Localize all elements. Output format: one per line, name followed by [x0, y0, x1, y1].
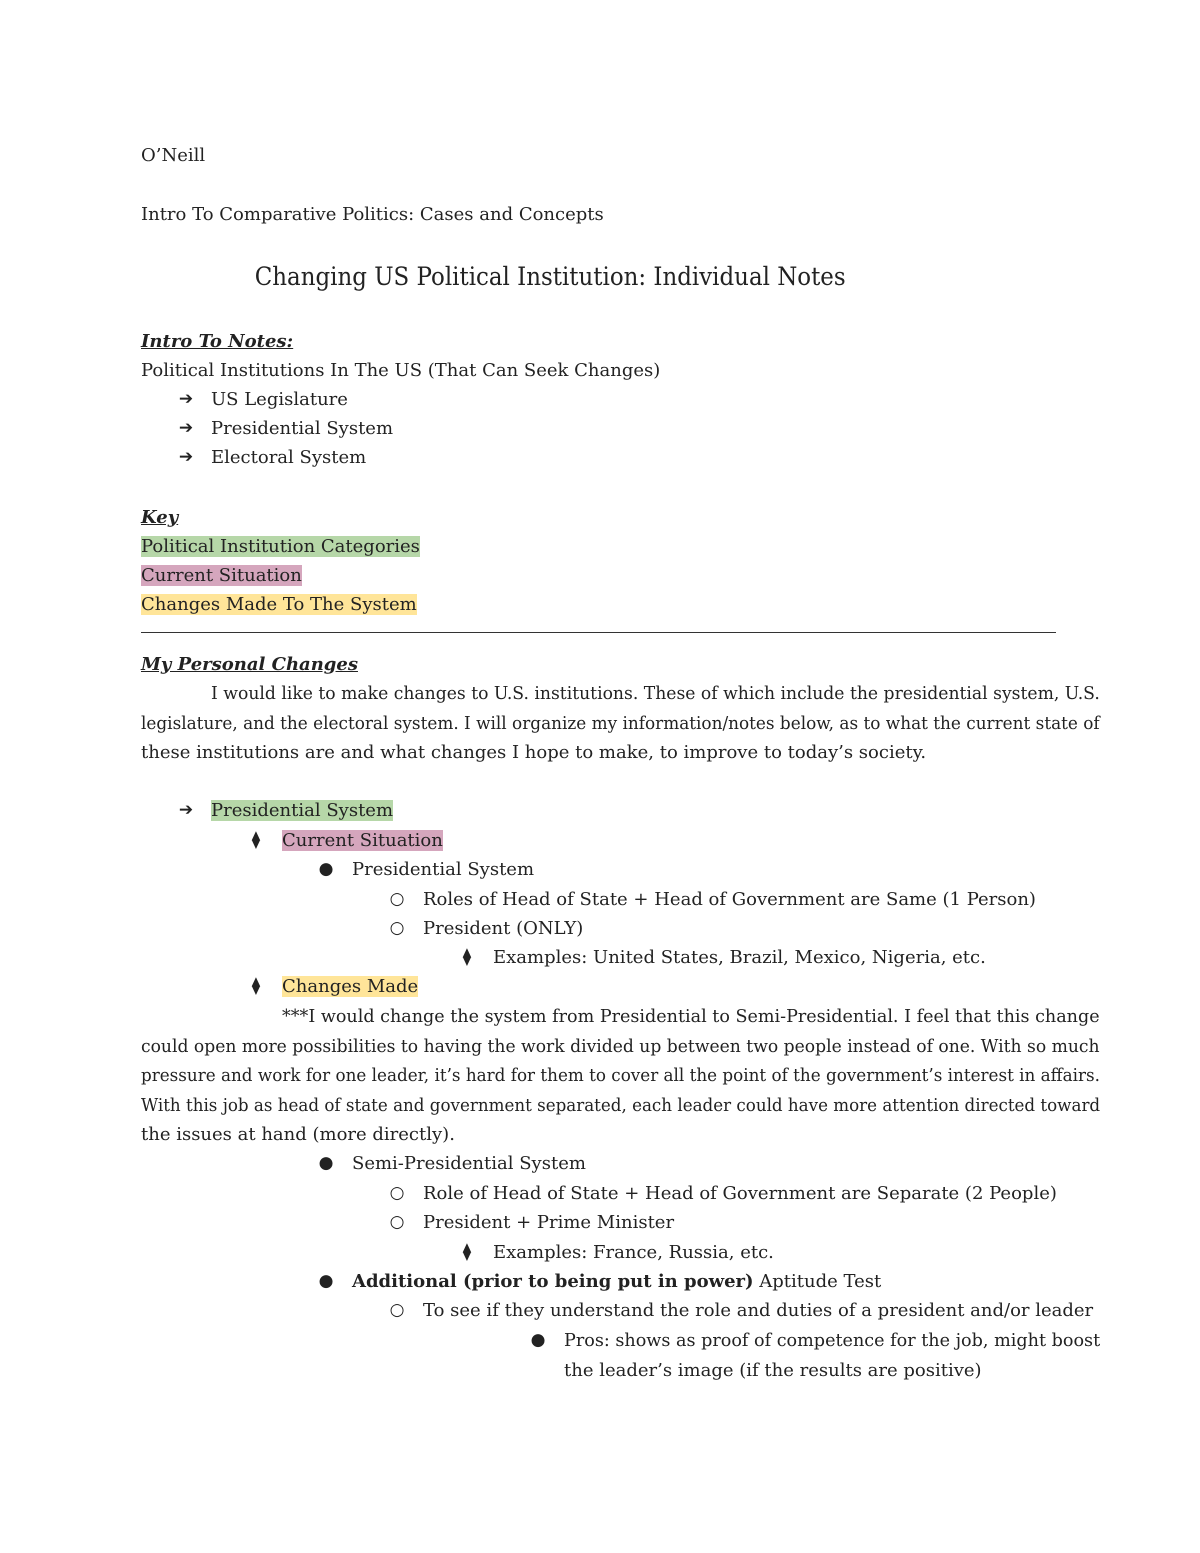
additional-bold: Additional (prior to being put in power)	[352, 1271, 754, 1292]
semi-point: President + Prime Minister	[423, 1212, 675, 1233]
arrow-bullet-icon: ➔	[178, 800, 194, 820]
key-current: Current Situation	[141, 565, 302, 586]
changes-para-line: pressure and work for one leader, it’s hard for them to cover all the point of the government’s interest in affairs.	[141, 1065, 1100, 1086]
current-examples: Examples: United States, Brazil, Mexico, Nigeria, etc.	[493, 947, 986, 968]
dot-bullet-icon: ●	[530, 1330, 546, 1350]
diamond-bullet-icon: ⧫	[462, 947, 472, 967]
key-row-changes	[141, 590, 417, 619]
intro-heading: Intro To Notes:	[141, 331, 294, 352]
changes-made-label: Changes Made	[282, 976, 419, 997]
personal-para-line: legislature, and the electoral system. I will organize my information/notes below, as to what the current state of	[141, 713, 1100, 734]
pros-line: Pros: shows as proof of competence for the job, might boost	[564, 1330, 1101, 1351]
intro-subheading: Political Institutions In The US (That Can Seek Changes)	[141, 360, 661, 381]
section-divider	[141, 632, 1056, 633]
current-point: President (ONLY)	[423, 918, 584, 939]
intro-item: Electoral System	[211, 447, 367, 468]
dot-bullet-icon: ●	[318, 859, 334, 879]
current-point: Roles of Head of State + Head of Government are Same (1 Person)	[423, 889, 1036, 910]
semi-system: Semi-Presidential System	[352, 1153, 586, 1174]
key-changes: Changes Made To The System	[141, 594, 417, 615]
diamond-bullet-icon: ⧫	[251, 830, 261, 850]
additional-rest: Aptitude Test	[753, 1271, 882, 1292]
dot-bullet-icon: ●	[318, 1271, 334, 1291]
changes-para-line: the issues at hand (more directly).	[141, 1124, 455, 1145]
key-categories: Political Institution Categories	[141, 536, 420, 557]
intro-item: Presidential System	[211, 418, 394, 439]
aptitude-point: To see if they understand the role and duties of a president and/or leader	[423, 1300, 1094, 1321]
presidential-row	[211, 796, 393, 825]
changes-para-line: could open more possibilities to having the work divided up between two people instead of one. With so much	[141, 1036, 1100, 1057]
additional-row	[352, 1267, 881, 1296]
changes-para-line: With this job as head of state and government separated, each leader could have more attention directed toward	[141, 1095, 1101, 1116]
presidential-label: Presidential System	[211, 800, 394, 821]
personal-para-line: these institutions are and what changes I hope to make, to improve to today’s society.	[141, 742, 927, 763]
circle-bullet-icon: ○	[389, 1300, 405, 1320]
semi-point: Role of Head of State + Head of Government are Separate (2 People)	[423, 1183, 1057, 1204]
arrow-bullet-icon: ➔	[178, 418, 194, 438]
key-row-current	[141, 561, 302, 590]
dot-bullet-icon: ●	[318, 1153, 334, 1173]
diamond-bullet-icon: ⧫	[251, 976, 261, 996]
author-name: O’Neill	[141, 145, 206, 166]
circle-bullet-icon: ○	[389, 1183, 405, 1203]
key-heading: Key	[141, 507, 179, 528]
key-row-categories	[141, 532, 420, 561]
course-name: Intro To Comparative Politics: Cases and Concepts	[141, 204, 604, 225]
arrow-bullet-icon: ➔	[178, 389, 194, 409]
personal-heading: My Personal Changes	[141, 654, 358, 675]
page-title: Changing US Political Institution: Individual Notes	[254, 262, 846, 291]
arrow-bullet-icon: ➔	[178, 447, 194, 467]
intro-item: US Legislature	[211, 389, 348, 410]
circle-bullet-icon: ○	[389, 1212, 405, 1232]
current-situation-row	[282, 826, 443, 855]
diamond-bullet-icon: ⧫	[462, 1242, 472, 1262]
circle-bullet-icon: ○	[389, 918, 405, 938]
changes-made-row	[282, 972, 418, 1001]
personal-para-line: I would like to make changes to U.S. institutions. These of which include the presidential system, U.S.	[211, 683, 1100, 704]
pros-line: the leader’s image (if the results are positive)	[564, 1360, 982, 1381]
current-system: Presidential System	[352, 859, 535, 880]
current-situation-label: Current Situation	[282, 830, 443, 851]
circle-bullet-icon: ○	[389, 889, 405, 909]
semi-examples: Examples: France, Russia, etc.	[493, 1242, 774, 1263]
changes-para-line: ***I would change the system from Presidential to Semi-Presidential. I feel that this change	[282, 1006, 1100, 1027]
